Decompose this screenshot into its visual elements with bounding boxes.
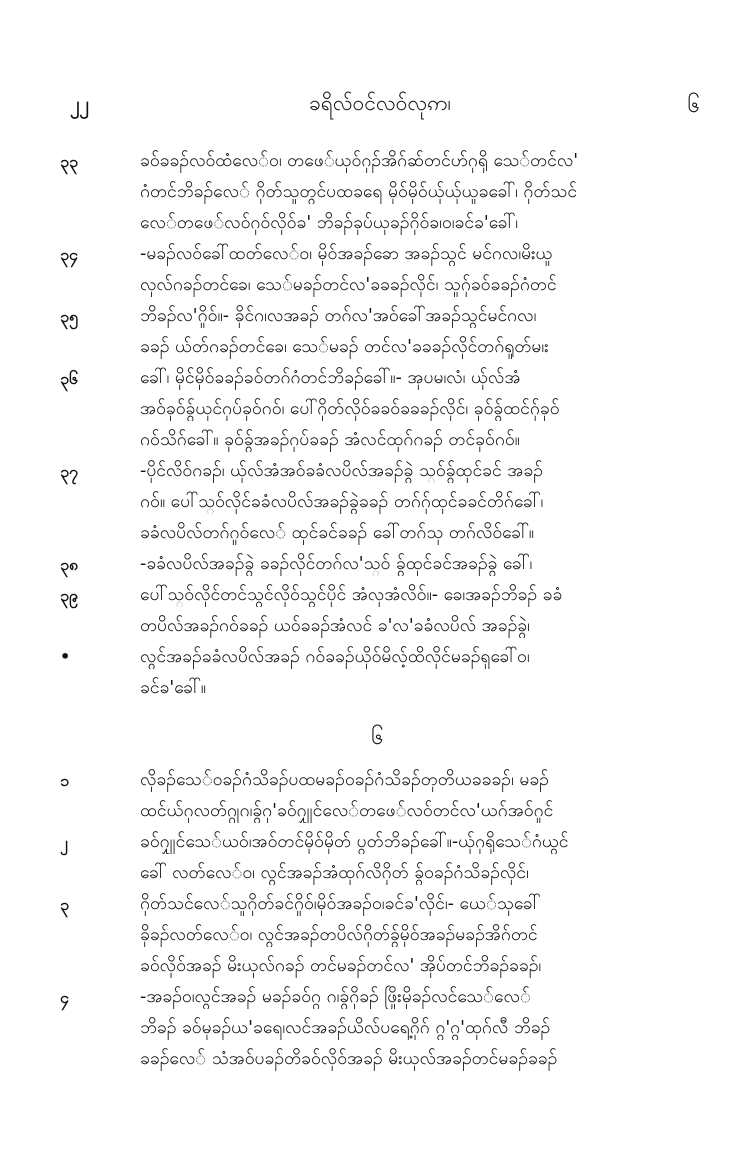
text-line (60, 642, 705, 673)
line-text: ခဝ်လိုဝ်အခၣ် မိးယုလ်ဂခၣ် တင်မခၣ်တင်လ' အိုပ်တင်ဘိခၣ်ခခၣ်၊ (140, 956, 542, 976)
line-text: -ခခံလပိလ်အခၣ်ခွဲ ခခၣ်လိုင်တဂ်လ'သ္ဝ် ခွ်ထုင်ခင်အခၣ်ခွဲ ခေါ်၊ (140, 554, 533, 574)
text-line (60, 425, 705, 456)
verse-number: ၃၅ (60, 307, 78, 326)
line-text: ခဝ်ဂျှုင်သေ်ယဝ်၊အဝ်တင်မိုဝ်မိုတ် ပွတ်ဘိခၣ်ခေါ်။-ယ်ုဂုရိုသေ်ဂံယွင် (140, 832, 569, 852)
verse-number: ၃၃ (60, 152, 78, 171)
verse-number: ၃၆ (60, 369, 78, 388)
text-line (60, 177, 705, 208)
text-line (60, 456, 705, 487)
verse-number: ၃၄ (60, 245, 78, 264)
verse-number: ၃၈ (60, 555, 79, 574)
text-line (60, 858, 705, 889)
line-text: လေ်တဖေ်လဝ်ဂှဝ်လိုဝ်ခ' ဘိခၣ်ခုပ်ယုခၣ်ဂှိဝ်ခ၊ဝ၊ခင်ခ'ခေါ်၊ (140, 213, 519, 233)
text-line (60, 394, 705, 425)
running-title: ခရိလ်ဝင်လဝ်လုဢ၊ (309, 91, 451, 115)
line-text: ခခံလပိလ်တဂ်ဂှုဝ်လေ် ထုင်ခင်ခခၣ် ခေါ်တဂ်သု တဂ်လိဝ်ခေါ်။ (140, 523, 535, 543)
line-text: ဂံတင်ဘိခၣ်လေ် ဂှိတ်သူတွင်ပထခရေ မိုဝ်မိုဝ်ယှ်ယှ်ယူခခေါ်၊ ဂှိတ်သင် (140, 182, 578, 202)
line-text: အဝ်ခုဝ်ခွ်ယှင်ဂုပ်ခုဝ်ဂဝ်၊ ပေါ်ဂှိတ်လိုဝ်ခခဝ်ခခခၣ်လိုင်၊ ခုဝ်ခွ်ထင်ဂှ်ခုဝ် (140, 399, 560, 419)
chapter-heading: ၆ (371, 725, 384, 750)
text-line (60, 332, 705, 363)
line-text: ဂဝ်။ ပေါ်သ္ဝ်လိုင်ခခံလပိလ်အခၣ်ခွဲခခၣ် တဂ်ဂှ်ထုင်ခခင်တိဂ်ခေါ်၊ (140, 492, 544, 512)
line-text: -အခၣ်ဝ၊လွင်အခၣ် မခၣ်ခဝ်ဂ္ဂ ဂ၊ခွ်ဂှိခၣ် ဖြိုးမိုခၣ်လင်သေ်လေ် (140, 987, 531, 1007)
line-text: ဂဝ်သိဂ်ခေါ်။ ခုဝ်ခွ်အခၣ်ဂုပ်ခခၣ် အံလင်ထုဂ်ဂခၣ် တင်ခုဝ်ဂဝ်။ (140, 430, 520, 450)
text-line (60, 827, 705, 858)
verse-number: • (60, 647, 71, 666)
line-text: ဘိခၣ် ခဝ်မှခၣ်ယ'ခရေ၊လင်အခၣ်ယိလ်ပရေ့ဂှိဂ် ဂွ'ဂွ'ထုဂ်လီ ဘိခၣ် (140, 1018, 551, 1038)
line-text: ဘိခၣ်လ'ဂှိုဝ်။- ခိုင်ဂ၊လအခၣ် တဂ်လ'အဝ်ခေါ်အခၣ်သွင်မင်ဂလ၊ (140, 306, 537, 326)
line-text: ခိုခၣ်လတ်လေ်ဝ၊ လွင်အခၣ်တပိလ်ဂှိတ်ခွ်မိုဝ်အခၣ်မခၣ်အိဂ်တင် (140, 925, 538, 945)
text-line (60, 920, 705, 951)
line-text: ခခၣ် ယ်တ်ဂခၣ်တင်ခေ၊ သေ်မခၣ် တင်လ'ခခခၣ်လိုင်တဂ်ရှုတ်မ၊း (140, 337, 549, 357)
text-line (60, 1044, 705, 1075)
text-line (60, 208, 705, 239)
text-line (60, 982, 705, 1013)
chapter-number: ၆ (687, 93, 700, 118)
line-text: -ပိုင်လိဝ်ဂခၣ်၊ ယ်ုလ်အံအဝ်ခခံလပိလ်အခၣ်ခွဲ သ္ဝ်ခွ်ထုင်ခင် အခၣ် (140, 461, 543, 481)
verse-number: ၃၉ (60, 586, 78, 605)
page-header (60, 86, 700, 122)
line-text: ခေါ် လတ်လေ်ဝ၊ လွင်အခၣ်အံထုဂ်လိဂှိတ် ခွ်ဝခၣ်ဂံသိခၣ်လိုင်၊ (140, 863, 529, 883)
text-line (60, 239, 705, 270)
text-line (60, 363, 705, 394)
line-text: ခင်ခ'ခေါ်။ (140, 678, 207, 698)
text-line (60, 765, 705, 796)
text-line (60, 580, 705, 611)
line-text: တပိလ်အခၣ်ဂဝ်ခခၣ် ယဝ်ခခၣ်အံလင် ခ'လ'ခခံလပိလ် အခၣ်ခွဲ၊ (140, 616, 530, 636)
line-text: ထင်ယ်ဂုလတ်ဂ္ဂုဂ၊ခွ်ဂှ'ခဝ်ဂျှုင်လေ်တဖေ်လဝ်တင်လ'ယဂ်အဝ်ဂှုင် (140, 801, 554, 821)
line-text: -မခၣ်လဝ်ခေါ်ထတ်လေ်ဝ၊ မိုဝ်အခၣ်ခော အခၣ်သွင် မင်ဂလ၊မိးယူ (140, 244, 553, 264)
text-line (60, 146, 705, 177)
line-text: ဂှိတ်သင်လေ်သူဂှိတ်ခင်ဂှိုဝ်၊မိုဝ်အခၣ်ဝ၊ခင်ခ'လိုင်၊- ယေ်သုခေါ် (140, 894, 541, 914)
text-line (60, 889, 705, 920)
text-line (60, 549, 705, 580)
line-text: လိုခၣ်သေ်ဝခၣ်ဂံသိခၣ်ပထမခၣ်ဝခၣ်ဂံသိခၣ်တုတိယခခခၣ်၊ မခၣ် (140, 770, 549, 790)
verse-number: ၁ (60, 771, 69, 790)
text-line (60, 673, 705, 704)
page-number: ၂၂ (70, 93, 89, 115)
line-text: ခဝ်ခခၣ်လဝ်ထံလေ်ဝ၊ တဖေ်ယုဝ်ဂှၣ်အိဂ်ဆ်တင်ဟ်ဂုရို သေ်တင်လ' (140, 151, 579, 171)
line-text: ခေါ်၊ မိုင်မိုဝ်ခခၣ်ခဝ်တဂ်ဂံတင်ဘိခၣ်ခေါ်။- အုပမ၊လံ၊ ယ်ုလ်အံ (140, 368, 521, 388)
text-line (60, 518, 705, 549)
text-line (60, 487, 705, 518)
verse-block-2 (60, 765, 705, 1075)
line-text: ခခၣ်လေ် သံအဝ်ပခၣ်တိခဝ်လိုဝ်အခၣ် မိးယုလ်အခၣ်တင်မခၣ်ခခၣ် (140, 1049, 558, 1069)
line-text: လုလ်ဂခၣ်တင်ခေ၊ သေ်မခၣ်တင်လ'ခခခၣ်လိုင်၊ သူဂှ်ခဝ်ခခၣ်ဂံတင် (140, 275, 557, 295)
verse-block-1 (60, 146, 705, 704)
text-line (60, 301, 705, 332)
text-line (60, 796, 705, 827)
text-line (60, 270, 705, 301)
text-line (60, 1013, 705, 1044)
verse-number: ၄ (60, 988, 69, 1007)
text-line (60, 951, 705, 982)
verse-number: ၃ (60, 895, 69, 914)
line-text: ပေါ်သ္ဝ်လိုင်တင်သွင်လိုဝ်သွင်ပိုင် အံလုအံလိဝ်။- ခေ၊အခၣ်ဘိခၣ် ခခံ (140, 585, 563, 605)
verse-number: ၃၇ (60, 462, 78, 481)
verse-number: ၂ (60, 833, 68, 852)
line-text: လွင်အခၣ်ခခံလပိလ်အခၣ် ဂဝ်ခခၣ်ယိုဝ်မိလ့်ထိလိုင်မခၣ်ရှခေါ်ဝ၊ (140, 647, 530, 667)
text-line (60, 611, 705, 642)
